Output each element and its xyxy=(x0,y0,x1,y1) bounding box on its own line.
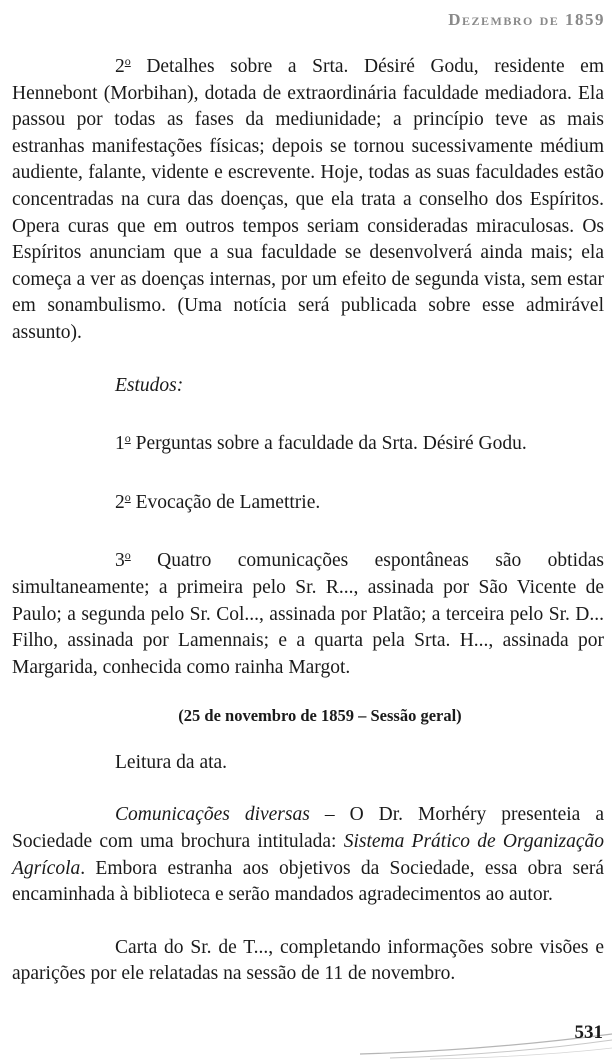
paragraph-text: Detalhes sobre a Srta. Désiré Godu, residente em Hennebont (Morbihan), dotada de extraordinária faculdade mediadora. Ela passou por todas as fases da mediunidade; a princípio teve as mais estranhas manifestações físicas; depois se tornou sucessivamente médium audiente, falante, vidente e escrevente. Hoje, todas as suas faculdades estão concentradas na cura das doenças, que ela trata a conselho dos Espíritos. Opera curas que em outros tempos seriam consideradas miraculosas. Os Espíritos anunciam que a sua faculdade se desenvolverá ainda mais; ela começa a ver as doenças internas, por um efeito de segunda vista, sem estar em sonambulismo. (Uma notícia será publicada sobre esse admirável assunto). xyxy=(12,56,604,343)
reading-paragraph: Leitura da ata. xyxy=(115,751,228,773)
page-number: 531 xyxy=(574,1022,603,1043)
running-header: Dezembro de 1859 xyxy=(448,10,605,29)
study-text: Evocação de Lamettrie. xyxy=(130,491,321,513)
ordinal-number: 2 xyxy=(115,56,125,77)
communications-label: Comunicações diversas xyxy=(115,804,310,826)
paragraph-detalhes xyxy=(12,48,604,347)
letter-paragraph: Carta do Sr. de T..., completando informações sobre visões e aparições por ele relatadas na sessão de 11 de novembro. xyxy=(12,936,604,985)
ordinal-superscript: o xyxy=(124,489,131,504)
ordinal-superscript: o xyxy=(124,431,131,446)
communications-text: – O Dr. Morhéry presenteia a Sociedade com uma brochura intitulada: xyxy=(12,804,604,853)
page-footer xyxy=(0,1012,615,1062)
study-item-2 xyxy=(12,484,604,517)
communications-text-end: . Embora estranha aos objetivos da Sociedade, essa obra será encaminhada à biblioteca e serão mandados agradecimentos ao autor. xyxy=(12,857,604,906)
studies-label: Estudos: xyxy=(115,374,184,396)
ordinal-number: 1 xyxy=(115,433,125,455)
ordinal-number: 2 xyxy=(115,491,125,513)
study-item-3 xyxy=(12,542,604,681)
ordinal-superscript: o xyxy=(124,54,131,68)
body-text xyxy=(12,48,604,988)
study-text: Quatro comunicações espontâneas são obtidas simultaneamente; a primeira pelo Sr. R..., assinada por São Vicente de Paulo; a segunda pelo Sr. Col..., assinada por Platão; a terceira pelo Sr. D... Filho, assinada por Lamennais; e a quarta pela Srta. H..., assinada por Margarida, conhecida como rainha Margot. xyxy=(12,550,604,678)
communications-paragraph xyxy=(12,802,604,908)
decorative-swoosh-icon xyxy=(0,1012,615,1062)
study-item-1 xyxy=(12,425,604,458)
ordinal-superscript: o xyxy=(124,548,131,563)
brochure-title: Sistema Prático de Organização Agrícola xyxy=(12,831,604,879)
ordinal-number: 3 xyxy=(115,550,125,572)
study-text: Perguntas sobre a faculdade da Srta. Désiré Godu. xyxy=(130,433,527,455)
session-heading: (25 de novembro de 1859 – Sessão geral) xyxy=(178,706,462,726)
